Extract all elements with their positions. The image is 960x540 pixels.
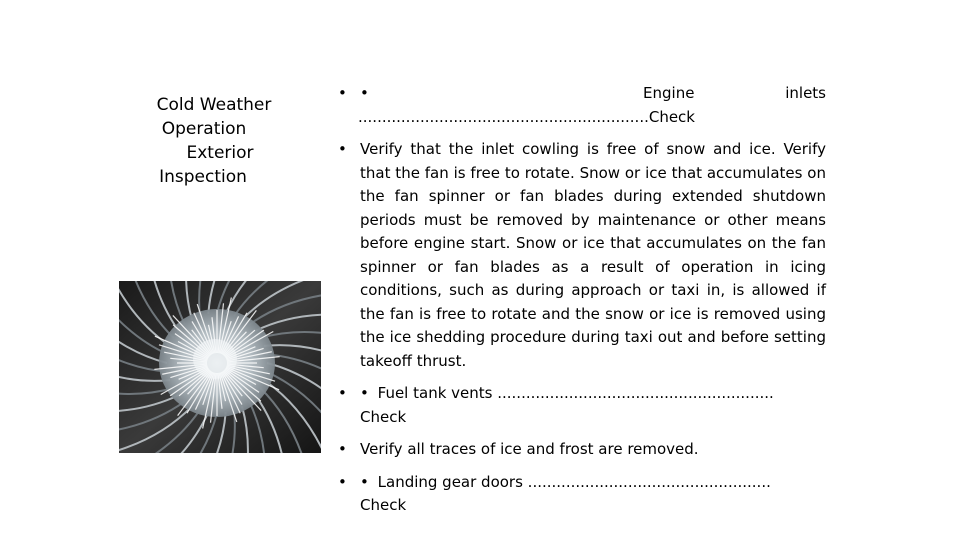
inline-bullet: •: [360, 384, 369, 402]
ice-frost-text: Verify all traces of ice and frost are removed.: [360, 440, 699, 458]
fuel-tank-vents-label: Fuel tank vents ..........................................................: [377, 384, 774, 402]
inline-bullet: •: [360, 84, 369, 102]
engine-inlets-label: Engine inlets: [643, 84, 826, 102]
bullet: •: [338, 384, 347, 402]
engine-fan-ice-photo: [119, 281, 321, 453]
slide-title: [130, 93, 298, 189]
bullet-list: [338, 82, 826, 527]
title-line-3: Exterior: [186, 143, 254, 163]
landing-gear-doors-label: Landing gear doors ...................................................: [377, 472, 771, 491]
engine-inlets-leader: .............................................................Check: [358, 107, 695, 126]
bullet: •: [338, 472, 347, 491]
inline-bullet: •: [360, 472, 369, 491]
landing-gear-doors-check: Check: [360, 496, 407, 514]
list-item-fuel-tank-vents: [338, 382, 826, 429]
fuel-tank-vents-check: Check: [360, 407, 407, 426]
title-line-2: Operation: [161, 119, 247, 139]
list-item-landing-gear-doors: [338, 471, 826, 518]
list-item-ice-frost: [338, 438, 826, 462]
bullet: •: [338, 140, 347, 158]
inlet-paragraph: Verify that the inlet cowling is free of snow and ice. Verify that the fan is free to rotate. Snow or ice that accumulates on the fan spinner or fan blades during extended shutdown periods must be removed by maintenance or other means before engine start. Snow or ice that accumulates on the fan spinner or fan blades as a result of operation in icing conditions, such as during approach or taxi in, is allowed if the fan is free to rotate and the snow or ice is removed using the ice shedding procedure during taxi out and before setting takeoff thrust.: [360, 140, 826, 370]
list-item-engine-inlets: [338, 82, 826, 129]
bullet: •: [338, 84, 347, 102]
title-line-4: Inspection: [159, 167, 247, 187]
title-line-1: Cold Weather: [156, 95, 272, 115]
bullet: •: [338, 440, 347, 458]
list-item-inlet-text: [338, 138, 826, 373]
